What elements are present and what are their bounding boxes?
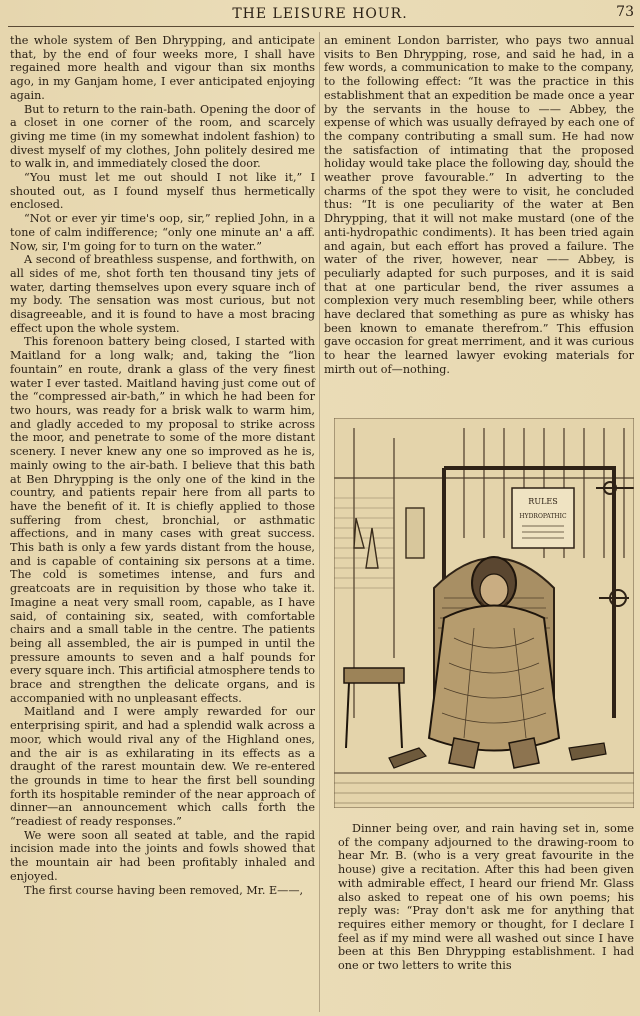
paragraph: We were soon all seated at table, and the rapid incision made into the joints and fowls showed that the mountain air had been profitably inhaled and enjoyed.: [10, 828, 315, 883]
paragraph: Maitland and I were amply rewarded for our enterprising spirit, and had a splendid walk across a moor, which would rival any of the Highland ones, and the air is as exhilarating in its effects as a draught of the rarest mountain dew. We re-entered the grounds in time to hear the first bell sounding forth its hospitable reminder of the near approach of dinner—an announcement which calls forth the “readiest of ready responses.”: [10, 705, 315, 829]
paragraph: the whole system of Ben Dhrypping, and anticipate that, by the end of four weeks more, I shall have regained more health and vigour than six months ago, in my Ganjam home, I ever anticipated enjoying again.: [10, 34, 315, 102]
paragraph: “You must let me out should I not like it,” I shouted out, as I found myself thus hermetically enclosed.: [10, 171, 315, 212]
page-number: 73: [616, 4, 634, 20]
paragraph: This forenoon battery being closed, I started with Maitland for a long walk; and, taking the “lion fountain” en route, drank a glass of the very finest water I ever tasted. Maitland having just come out of the “compressed air-bath,” in which he had been for two hours, was ready for a brisk walk to warm him, and gladly acceded to my proposal to strike across the moor, and penetrate to some of the more distant scenery. I never knew any one so improved as he is, mainly owing to the air-bath. I believe that this bath at Ben Dhrypping is the only one of the kind in the country, and patients repair here from all parts to have the benefit of it. It is chiefly applied to those suffering from chest, bronchial, or asthmatic affections, and in many cases with great success. This bath is only a few yards distant from the house, and is capable of containing six persons at a time. The cold is sometimes intense, and furs and greatcoats are in requisition by those who take it. Imagine a neat very small room, capable, as I have said, of containing six, seated, with comfortable chairs and a small table in the centre. The patients being all assembled, the air is pumped in until the pressure amounts to seven and a half pounds for every square inch. This artificial atmosphere tends to brace and strengthen the delicate organs, and is accompanied with no unpleasant effects.: [10, 335, 315, 705]
paragraph: “Not or ever yir time's oop, sir,” replied John, in a tone of calm indifference; “only one minute an' a aff. Now, sir, I'm going for to turn on the water.”: [10, 212, 315, 253]
paragraph: But to return to the rain-bath. Opening the door of a closet in one corner of the room, and scarcely giving me time (in my somewhat indolent fashion) to divest myself of my clothes, John politely desired me to walk in, and immediately closed the door.: [10, 102, 315, 171]
running-title: THE LEISURE HOUR.: [232, 6, 408, 22]
header-rule: [8, 26, 634, 27]
paragraph: The first course having been removed, Mr. E——,: [24, 883, 304, 897]
paragraph: Dinner being over, and rain having set in, some of the company adjourned to the drawing-room to hear Mr. B. (who is a very great favourite in the house) give a recitation. After this had been given with admirable effect, I heard our friend Mr. Glass also asked to repeat one of his own poems; his reply was: “Pray don't ask me for anything that requires either memory or thought, for I declare I feel as if my mind were all washed out since I have been at this Ben Dhrypping establishment. I had one or two letters to write this: [338, 822, 634, 973]
engraving-illustration: [334, 418, 634, 808]
column-divider: [319, 32, 320, 1012]
right-column-bottom: [338, 822, 634, 973]
sign-hydropathic-text: HYDROPATHIC: [519, 513, 567, 520]
paragraph: an eminent London barrister, who pays two annual visits to Ben Dhrypping, rose, and said he had, in a few words, a communication to make to the company, to the following effect: “It was the practice in this establishment that an expedition be made once a year by the servants in the house to —— Abbey, the expense of which was usually defrayed by each one of the company contributing a small sum. He had now the satisfaction of intimating that the proposed holiday would take place the following day, should the weather prove favourable.” In adverting to the charms of the spot they were to visit, he concluded thus: “It is one peculiarity of the water at Ben Dhrypping, that it will not make mustard (one of the anti-hydropathic condiments). It has been tried again and again, but each effort has proved a failure. The water of the river, however, near —— Abbey, is peculiarly adapted for such purposes, and it is said that at one particular bend, the river assumes a complexion very much resembling beer, while others have declared that something as pure as whisky has been known to emanate therefrom.” This effusion gave occasion for great merriment, and it was curious to hear the learned lawyer evoking materials for mirth out of—nothing.: [324, 34, 634, 376]
paragraph: A second of breathless suspense, and forthwith, on all sides of me, shot forth ten thousand tiny jets of water, darting themselves upon every square inch of my body. The sensation was most curious, but not disagreeable, and it is found to have a most bracing effect upon the whole system.: [10, 253, 315, 335]
left-column: [10, 34, 315, 897]
sign-rules-text: RULES: [528, 497, 558, 506]
right-column-top: [324, 34, 634, 377]
